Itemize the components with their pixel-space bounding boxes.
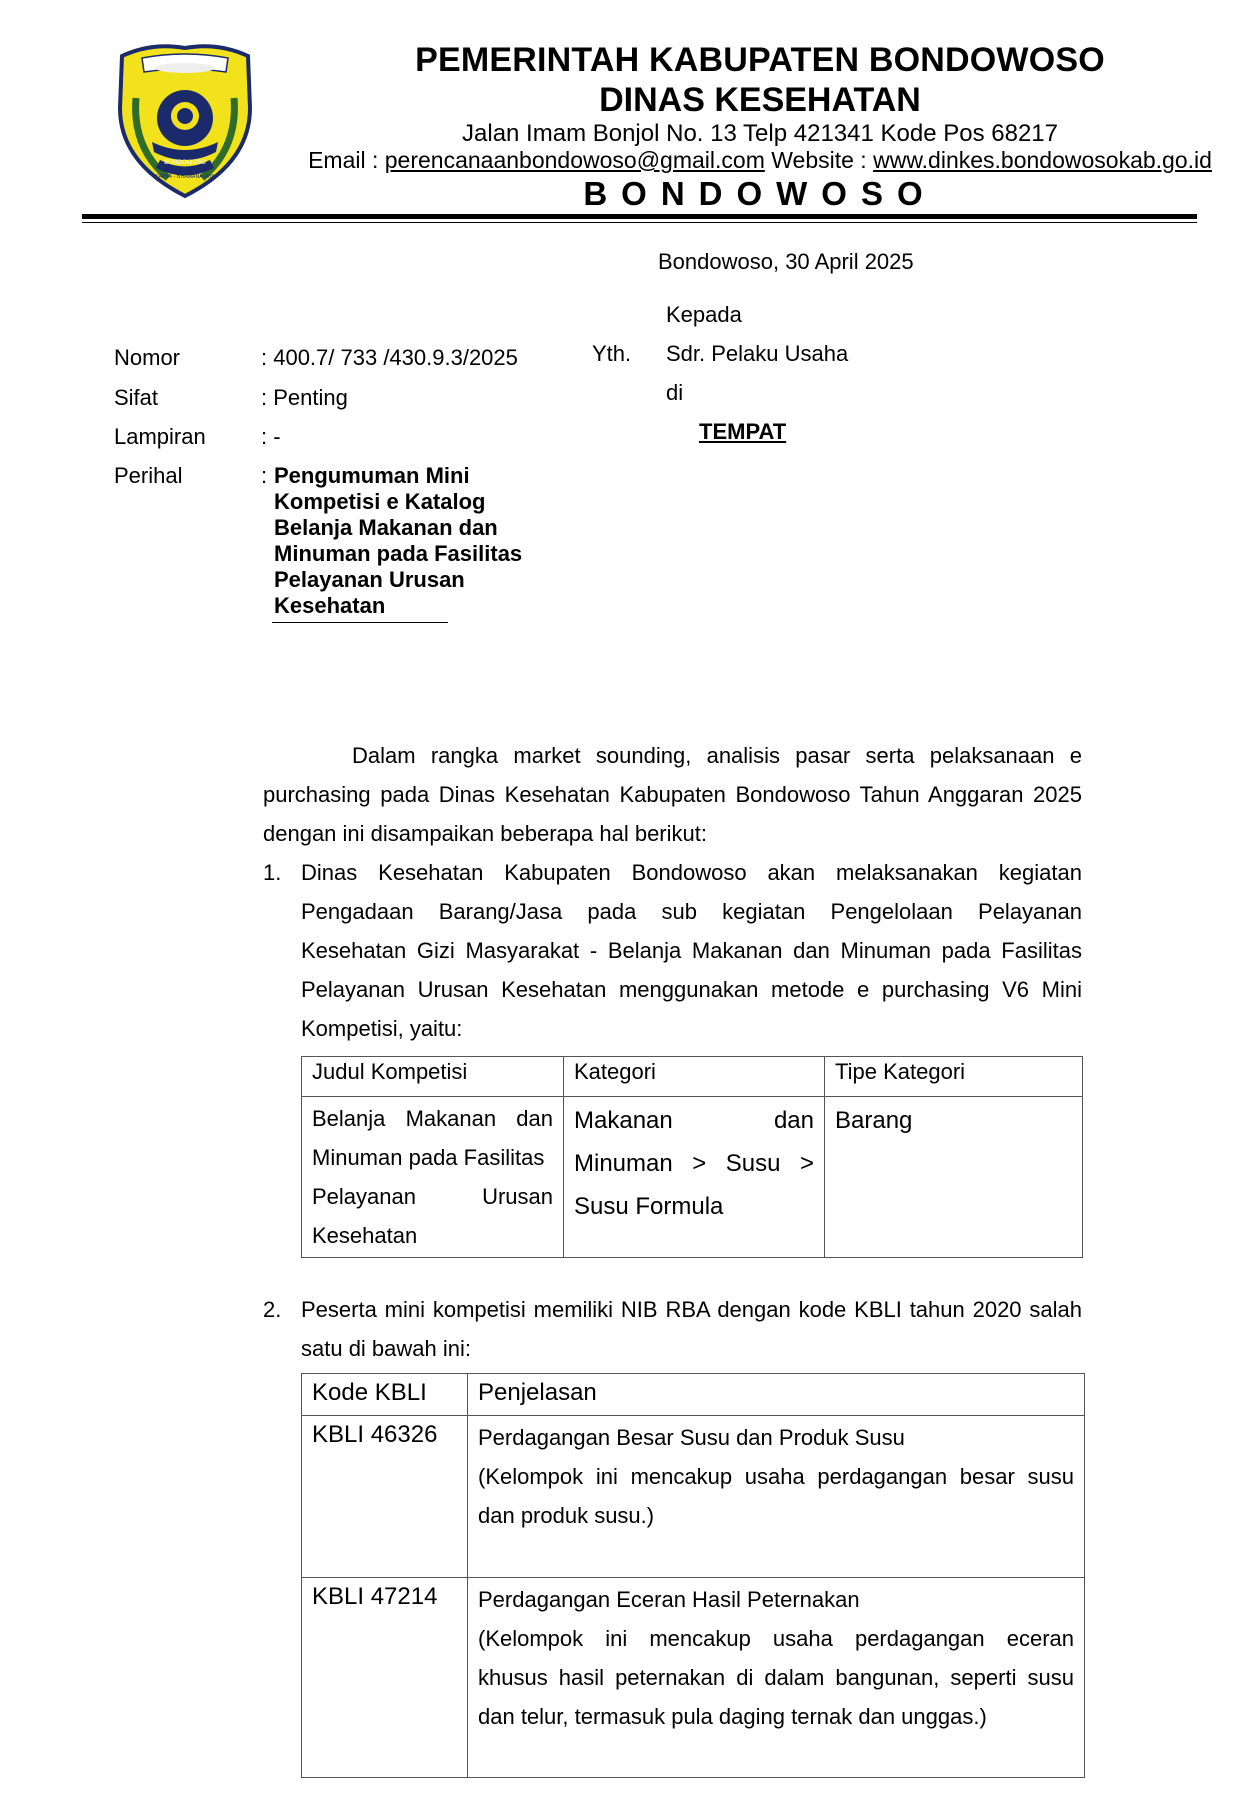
recipient-kepada: Kepada <box>666 302 742 327</box>
table1-header: Judul Kompetisi <box>302 1057 564 1097</box>
perihal-label: Perihal <box>114 463 183 488</box>
letterhead-divider-thin <box>82 222 1197 223</box>
table2-header: Penjelasan <box>468 1374 1085 1416</box>
recipient-name: Sdr. Pelaku Usaha <box>666 341 849 366</box>
perihal-underline <box>272 622 448 623</box>
perihal-line: Minuman pada Fasilitas <box>274 541 523 566</box>
letterhead-agency: DINAS KESEHATAN <box>599 81 921 119</box>
nomor-label: Nomor <box>114 345 181 370</box>
item1-line: Kesehatan Gizi Masyarakat - Belanja Makanan dan Minuman pada Fasilitas <box>301 938 1082 963</box>
perihal-line: Kompetisi e Katalog <box>274 489 486 514</box>
item1-line: Pengadaan Barang/Jasa pada sub kegiatan Pengelolaan Pelayanan <box>301 899 1082 924</box>
website-label: Website : <box>764 147 874 173</box>
email-link[interactable]: perencanaanbondowoso@gmail.com <box>384 147 765 173</box>
item1-number: 1. <box>263 860 282 885</box>
intro-line: dengan ini disampaikan beberapa hal berikut: <box>263 821 707 846</box>
bondowoso-emblem-logo <box>112 38 258 200</box>
competition-table <box>301 1056 1083 1258</box>
kbli-desc-cell <box>468 1578 1085 1778</box>
letterhead-government: PEMERINTAH KABUPATEN BONDOWOSO <box>415 41 1105 79</box>
logo-text-top: BONDOWOSO <box>164 159 206 166</box>
sifat-value: : Penting <box>261 385 348 410</box>
table1-tipe-cell: Barang <box>825 1097 1083 1258</box>
lampiran-label: Lampiran <box>114 424 206 449</box>
item1-line: Kompetisi, yaitu: <box>301 1016 463 1041</box>
item2-line: Peserta mini kompetisi memiliki NIB RBA dengan kode KBLI tahun 2020 salah <box>301 1297 1082 1322</box>
table1-judul-cell <box>302 1097 564 1258</box>
kbli-desc-line: (Kelompok ini mencakup usaha perdagangan eceran <box>478 1626 1074 1651</box>
kbli-desc-line: dan produk susu.) <box>478 1503 655 1528</box>
kbli-code-cell: KBLI 47214 <box>302 1578 468 1778</box>
kbli-table <box>301 1373 1085 1778</box>
item2-line: satu di bawah ini: <box>301 1336 471 1361</box>
perihal-line: Kesehatan <box>274 593 386 618</box>
item1-line: Pelayanan Urusan Kesehatan menggunakan metode e purchasing V6 Mini <box>301 977 1082 1002</box>
email-label: Email : <box>308 147 385 173</box>
table1-kategori-cell <box>564 1097 825 1258</box>
logo-text-bottom: KARSA - BHAWANA JAYA <box>155 174 215 180</box>
kbli-desc-line: dan telur, termasuk pula daging ternak dan unggas.) <box>478 1704 987 1729</box>
kbli-desc-cell <box>468 1416 1085 1578</box>
kategori-line: Susu Formula <box>574 1193 724 1220</box>
letterhead-contact <box>260 146 1240 174</box>
nomor-value: : 400.7/ 733 /430.9.3/2025 <box>261 345 518 370</box>
kategori-line: Minuman > Susu > <box>574 1150 814 1177</box>
table1-header: Kategori <box>564 1057 825 1097</box>
perihal-line: Pengumuman Mini <box>274 463 470 488</box>
judul-line: Belanja Makanan dan <box>312 1106 553 1131</box>
perihal-colon: : <box>261 463 268 488</box>
website-link[interactable]: www.dinkes.bondowosokab.go.id <box>873 147 1212 173</box>
letterhead-divider-thick <box>82 214 1197 219</box>
item2-number: 2. <box>263 1297 282 1322</box>
perihal-line: Pelayanan Urusan <box>274 567 465 592</box>
intro-line: purchasing pada Dinas Kesehatan Kabupaten Bondowoso Tahun Anggaran 2025 <box>263 782 1082 807</box>
lampiran-value: : - <box>261 424 281 449</box>
recipient-yth: Yth. <box>592 341 632 366</box>
judul-line: Minuman pada Fasilitas <box>312 1145 545 1170</box>
judul-line: Pelayanan Urusan <box>312 1184 553 1209</box>
kbli-title: Perdagangan Besar Susu dan Produk Susu <box>478 1425 905 1450</box>
table2-header: Kode KBLI <box>302 1374 468 1416</box>
perihal-line: Belanja Makanan dan <box>274 515 498 540</box>
kbli-desc-line: (Kelompok ini mencakup usaha perdagangan besar susu <box>478 1464 1074 1489</box>
intro-line: Dalam rangka market sounding, analisis pasar serta pelaksanaan e <box>352 743 1082 768</box>
kategori-line: Makanan dan <box>574 1107 814 1134</box>
letter-date: Bondowoso, 30 April 2025 <box>658 249 914 274</box>
judul-line: Kesehatan <box>312 1223 418 1248</box>
letterhead-city: BONDOWOSO <box>583 175 937 212</box>
kbli-title: Perdagangan Eceran Hasil Peternakan <box>478 1587 860 1612</box>
recipient-di: di <box>666 380 684 405</box>
kbli-code-cell: KBLI 46326 <box>302 1416 468 1578</box>
table1-header: Tipe Kategori <box>825 1057 1083 1097</box>
recipient-place: TEMPAT <box>699 419 787 444</box>
kbli-desc-line: khusus hasil peternakan di dalam bangunan, seperti susu <box>478 1665 1074 1690</box>
letterhead-address: Jalan Imam Bonjol No. 13 Telp 421341 Kode Pos 68217 <box>462 120 1058 147</box>
item1-line: Dinas Kesehatan Kabupaten Bondowoso akan melaksanakan kegiatan <box>301 860 1082 885</box>
sifat-label: Sifat <box>114 385 159 410</box>
